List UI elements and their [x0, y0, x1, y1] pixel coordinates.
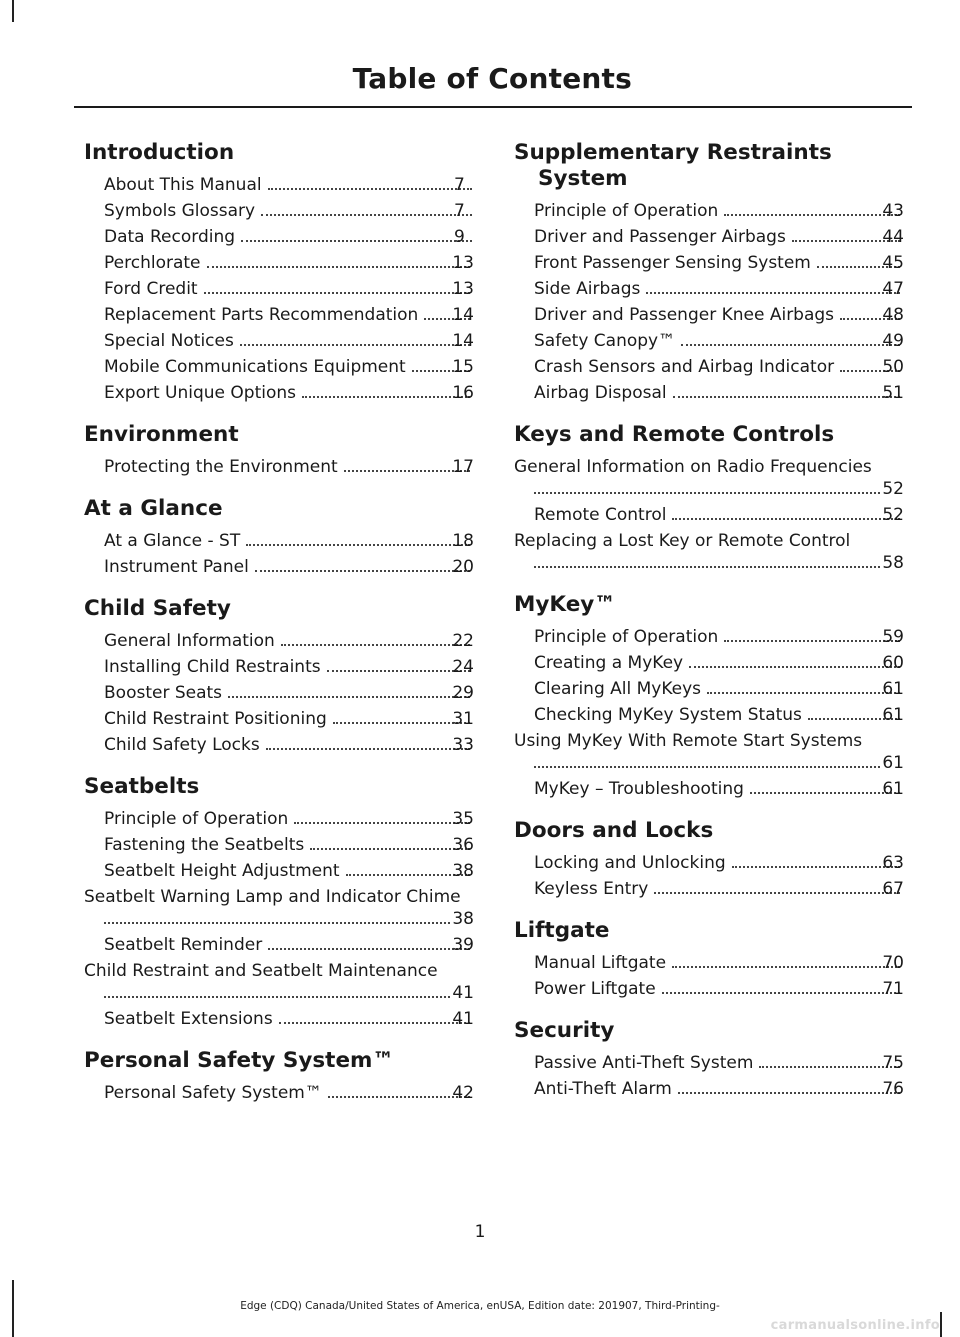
toc-entry-page: 17 [452, 457, 474, 477]
toc-entry-page: 76 [882, 1079, 904, 1099]
toc-entry[interactable]: About This Manual 7 [84, 174, 474, 196]
toc-entry-page: 41 [452, 983, 474, 1003]
toc-entry[interactable] [514, 356, 904, 378]
toc-entry[interactable] [514, 852, 904, 874]
toc-entry-title: Protecting the Environment [104, 457, 338, 477]
toc-entry-title: Export Unique Options [104, 383, 297, 403]
toc-entry-page: 14 [452, 331, 474, 351]
toc-entry[interactable] [514, 456, 904, 500]
toc-entry[interactable] [84, 304, 474, 326]
toc-entry[interactable] [84, 1008, 474, 1030]
toc-right-column [514, 140, 904, 1118]
toc-entry[interactable] [84, 556, 474, 578]
toc-entry-page: 49 [882, 331, 904, 351]
toc-section [84, 496, 474, 578]
toc-entry-title: Data Recording [104, 227, 236, 247]
section-title: Keys and Remote Controls [514, 422, 835, 447]
toc-entry-title-line: Using MyKey With Remote Start Systems [514, 731, 863, 751]
toc-entry-page: 38 [452, 861, 474, 881]
toc-section [84, 1048, 474, 1104]
toc-entry-title: Driver and Passenger Airbags [534, 227, 786, 247]
dot-leader [724, 214, 900, 216]
toc-entry-continuation [104, 908, 474, 930]
toc-left-column [84, 140, 474, 1122]
toc-entry-title: Instrument Panel [104, 557, 249, 577]
toc-entry-title: Side Airbags [534, 279, 641, 299]
toc-entry-title: Seatbelt Height Adjustment [104, 861, 340, 881]
toc-entry[interactable] [514, 530, 904, 574]
toc-entry[interactable] [514, 730, 904, 774]
toc-entry-page: 60 [882, 653, 904, 673]
dot-leader [681, 344, 900, 346]
dot-leader [268, 948, 470, 950]
toc-entry-title: At a Glance - ST [104, 531, 241, 551]
toc-entry-title-line: Child Restraint and Seatbelt Maintenance [84, 961, 438, 981]
toc-entry[interactable] [514, 1052, 904, 1074]
dot-leader [302, 396, 470, 398]
toc-entry-page: 52 [882, 505, 904, 525]
dot-leader [104, 922, 450, 924]
toc-entry-title: Passive Anti-Theft System [534, 1053, 754, 1073]
watermark: carmanualsonline.info [770, 1318, 940, 1333]
toc-entry-page: 13 [452, 279, 474, 299]
toc-entry-page: 20 [452, 557, 474, 577]
toc-section [514, 592, 904, 800]
toc-entry-title: Driver and Passenger Knee Airbags [534, 305, 835, 325]
dot-leader [654, 892, 900, 894]
toc-entry-page: 14 [452, 305, 474, 325]
toc-entry-page: 15 [452, 357, 474, 377]
toc-section [84, 596, 474, 756]
dot-leader [327, 670, 471, 672]
toc-entry[interactable] [514, 330, 904, 352]
toc-entry[interactable] [514, 1078, 904, 1100]
dot-leader [646, 292, 900, 294]
toc-entry-page: 43 [882, 201, 904, 221]
toc-entry-title: Anti-Theft Alarm [534, 1079, 672, 1099]
toc-entry-title: Safety Canopy™ [534, 331, 676, 351]
toc-entry[interactable] [514, 678, 904, 700]
toc-entry-page: 70 [882, 953, 904, 973]
toc-entry[interactable] [84, 934, 474, 956]
toc-section [514, 422, 904, 574]
toc-entry-title: Perchlorate [104, 253, 201, 273]
dot-leader [662, 992, 901, 994]
dot-leader [294, 822, 470, 824]
toc-entry-page: 16 [452, 383, 474, 403]
dot-leader [732, 866, 901, 868]
toc-entry[interactable] [84, 808, 474, 830]
toc-entry-page: 35 [452, 809, 474, 829]
toc-entry-continuation [104, 982, 474, 1004]
toc-entry[interactable] [84, 860, 474, 882]
toc-entry-title-line: Replacing a Lost Key or Remote Control [514, 531, 851, 551]
page-title: Table of Contents [352, 62, 632, 95]
toc-entry-title: Clearing All MyKeys [534, 679, 702, 699]
toc-entry-title: Special Notices [104, 331, 234, 351]
toc-entry-page: 38 [452, 909, 474, 929]
toc-entry-page: 44 [882, 227, 904, 247]
toc-entry-page: 45 [882, 253, 904, 273]
toc-section [514, 818, 904, 900]
toc-entry-title: Airbag Disposal [534, 383, 667, 403]
section-title: Environment [84, 422, 239, 447]
toc-entry-title: Personal Safety System™ [104, 1083, 322, 1103]
toc-entry-page: 13 [452, 253, 474, 273]
toc-entry-title: Keyless Entry [534, 879, 649, 899]
toc-entry[interactable] [84, 252, 474, 274]
toc-entry[interactable] [84, 278, 474, 300]
toc-entry[interactable]: Data Recording 9 [84, 226, 474, 248]
toc-entry-title: Creating a MyKey [534, 653, 684, 673]
toc-entry[interactable] [514, 504, 904, 526]
dot-leader [266, 748, 471, 750]
toc-entry-title: Child Safety Locks [104, 735, 260, 755]
toc-entry-page: 51 [882, 383, 904, 403]
toc-entry-title: Ford Credit [104, 279, 198, 299]
dot-leader [207, 266, 471, 268]
toc-entry-page: 59 [882, 627, 904, 647]
section-title: Child Safety [84, 596, 231, 621]
dot-leader [724, 640, 900, 642]
toc-entry[interactable] [514, 878, 904, 900]
toc-entry-page: 39 [452, 935, 474, 955]
dot-leader [672, 966, 900, 968]
dot-leader [240, 344, 471, 346]
toc-entry-title: Principle of Operation [534, 627, 719, 647]
toc-entry-title: Booster Seats [104, 683, 223, 703]
toc-entry-continuation [534, 752, 904, 774]
toc-entry-page: 50 [882, 357, 904, 377]
toc-entry-title-line: Seatbelt Warning Lamp and Indicator Chime [84, 887, 461, 907]
toc-entry-page: 71 [882, 979, 904, 999]
toc-entry[interactable] [84, 708, 474, 730]
toc-entry[interactable] [84, 960, 474, 1004]
toc-entry-page: 33 [452, 735, 474, 755]
toc-entry[interactable] [84, 886, 474, 930]
toc-entry[interactable] [84, 630, 474, 652]
toc-entry-page: 41 [452, 1009, 474, 1029]
toc-entry[interactable] [84, 330, 474, 352]
toc-entry[interactable] [514, 200, 904, 222]
page-number: 1 [474, 1222, 486, 1242]
toc-entry-page: 61 [882, 679, 904, 699]
dot-leader [678, 1092, 901, 1094]
toc-entry-page: 61 [882, 705, 904, 725]
dot-leader [759, 1066, 900, 1068]
toc-entry-page: 58 [882, 553, 904, 573]
toc-entry[interactable] [84, 656, 474, 678]
toc-entry-page: 63 [882, 853, 904, 873]
toc-entry-page: 18 [452, 531, 474, 551]
toc-entry[interactable] [84, 382, 474, 404]
toc-entry[interactable] [514, 652, 904, 674]
toc-entry-page: 67 [882, 879, 904, 899]
dot-leader [268, 188, 472, 190]
section-title: Personal Safety System™ [84, 1048, 394, 1073]
section-title: At a Glance [84, 496, 223, 521]
dot-leader [707, 692, 900, 694]
section-title: Introduction [84, 140, 235, 165]
toc-entry[interactable] [84, 834, 474, 856]
toc-entry-title: Crash Sensors and Airbag Indicator [534, 357, 835, 377]
toc-entry[interactable] [514, 382, 904, 404]
toc-entry[interactable] [84, 356, 474, 378]
crop-mark-bottom-right [940, 1312, 942, 1337]
dot-leader [328, 1096, 471, 1098]
toc-entry[interactable] [514, 704, 904, 726]
dot-leader [281, 644, 471, 646]
dot-leader [534, 566, 880, 568]
toc-entry-page: 36 [452, 835, 474, 855]
toc-entry-title: Principle of Operation [534, 201, 719, 221]
section-title: Doors and Locks [514, 818, 714, 843]
toc-entry-title: Child Restraint Positioning [104, 709, 327, 729]
section-title: Security [514, 1018, 615, 1043]
toc-section [514, 140, 904, 404]
dot-leader [673, 396, 901, 398]
crop-mark-top-left [12, 0, 14, 22]
toc-entry-title: Installing Child Restraints [104, 657, 321, 677]
toc-entry[interactable] [84, 456, 474, 478]
toc-entry[interactable] [514, 978, 904, 1000]
dot-leader [689, 666, 900, 668]
toc-entry-title: Manual Liftgate [534, 953, 667, 973]
toc-entry[interactable] [514, 952, 904, 974]
toc-entry[interactable] [514, 226, 904, 248]
toc-entry-title: Checking MyKey System Status [534, 705, 802, 725]
dot-leader [104, 996, 450, 998]
toc-entry[interactable] [514, 278, 904, 300]
toc-entry[interactable] [514, 626, 904, 648]
toc-entry-page: 29 [452, 683, 474, 703]
toc-entry[interactable] [514, 778, 904, 800]
toc-entry[interactable] [84, 1082, 474, 1104]
toc-entry-title: General Information [104, 631, 275, 651]
toc-entry-title: About This Manual [104, 175, 262, 195]
toc-entry[interactable] [84, 530, 474, 552]
toc-entry-page: 48 [882, 305, 904, 325]
dot-leader [344, 470, 471, 472]
section-title: Liftgate [514, 918, 610, 943]
toc-section [84, 422, 474, 478]
dot-leader [204, 292, 471, 294]
dot-leader [228, 696, 470, 698]
dot-leader [534, 492, 880, 494]
toc-entry-continuation [534, 552, 904, 574]
toc-entry-title: Power Liftgate [534, 979, 656, 999]
toc-entry-title: Principle of Operation [104, 809, 289, 829]
edition-footer: Edge (CDQ) Canada/United States of America, enUSA, Edition date: 201907, Third-Printing- [240, 1300, 720, 1312]
dot-leader [534, 766, 880, 768]
toc-entry-title: Replacement Parts Recommendation [104, 305, 419, 325]
toc-entry-page: 52 [882, 479, 904, 499]
section-title: Seatbelts [84, 774, 200, 799]
dot-leader [279, 1022, 471, 1024]
toc-entry-continuation [534, 478, 904, 500]
dot-leader [750, 792, 900, 794]
toc-section [514, 1018, 904, 1100]
toc-entry-title: Seatbelt Reminder [104, 935, 263, 955]
toc-entry-page: 22 [452, 631, 474, 651]
toc-entry[interactable] [84, 734, 474, 756]
toc-entry[interactable]: Symbols Glossary 7 [84, 200, 474, 222]
dot-leader [333, 722, 471, 724]
toc-entry[interactable] [84, 682, 474, 704]
dot-leader [246, 544, 470, 546]
toc-entry-page: 61 [882, 779, 904, 799]
toc-entry-page: 24 [452, 657, 474, 677]
toc-entry-title: Fastening the Seatbelts [104, 835, 305, 855]
page-header [74, 58, 912, 108]
toc-entry-title: Mobile Communications Equipment [104, 357, 406, 377]
dot-leader [241, 240, 472, 242]
toc-section [514, 918, 904, 1000]
toc-entry-page: 31 [452, 709, 474, 729]
toc-section [84, 140, 474, 404]
toc-entry-page: 42 [452, 1083, 474, 1103]
dot-leader [255, 570, 471, 572]
toc-section [84, 774, 474, 1030]
dot-leader [261, 214, 472, 216]
toc-entry-title: Seatbelt Extensions [104, 1009, 273, 1029]
dot-leader [672, 518, 900, 520]
toc-entry-title: MyKey – Troubleshooting [534, 779, 744, 799]
toc-entry-title: Symbols Glossary [104, 201, 256, 221]
toc-entry-title: Front Passenger Sensing System [534, 253, 811, 273]
toc-entry-page: 61 [882, 753, 904, 773]
toc-entry-title-line: General Information on Radio Frequencies [514, 457, 872, 477]
toc-entry[interactable] [514, 304, 904, 326]
toc-entry[interactable] [514, 252, 904, 274]
toc-entry-page: 75 [882, 1053, 904, 1073]
dot-leader [310, 848, 470, 850]
section-title: MyKey™ [514, 592, 616, 617]
toc-entry-title: Locking and Unlocking [534, 853, 726, 873]
toc-entry-title: Remote Control [534, 505, 667, 525]
section-title: Supplementary Restraints System [514, 140, 832, 191]
toc-entry-page: 47 [882, 279, 904, 299]
